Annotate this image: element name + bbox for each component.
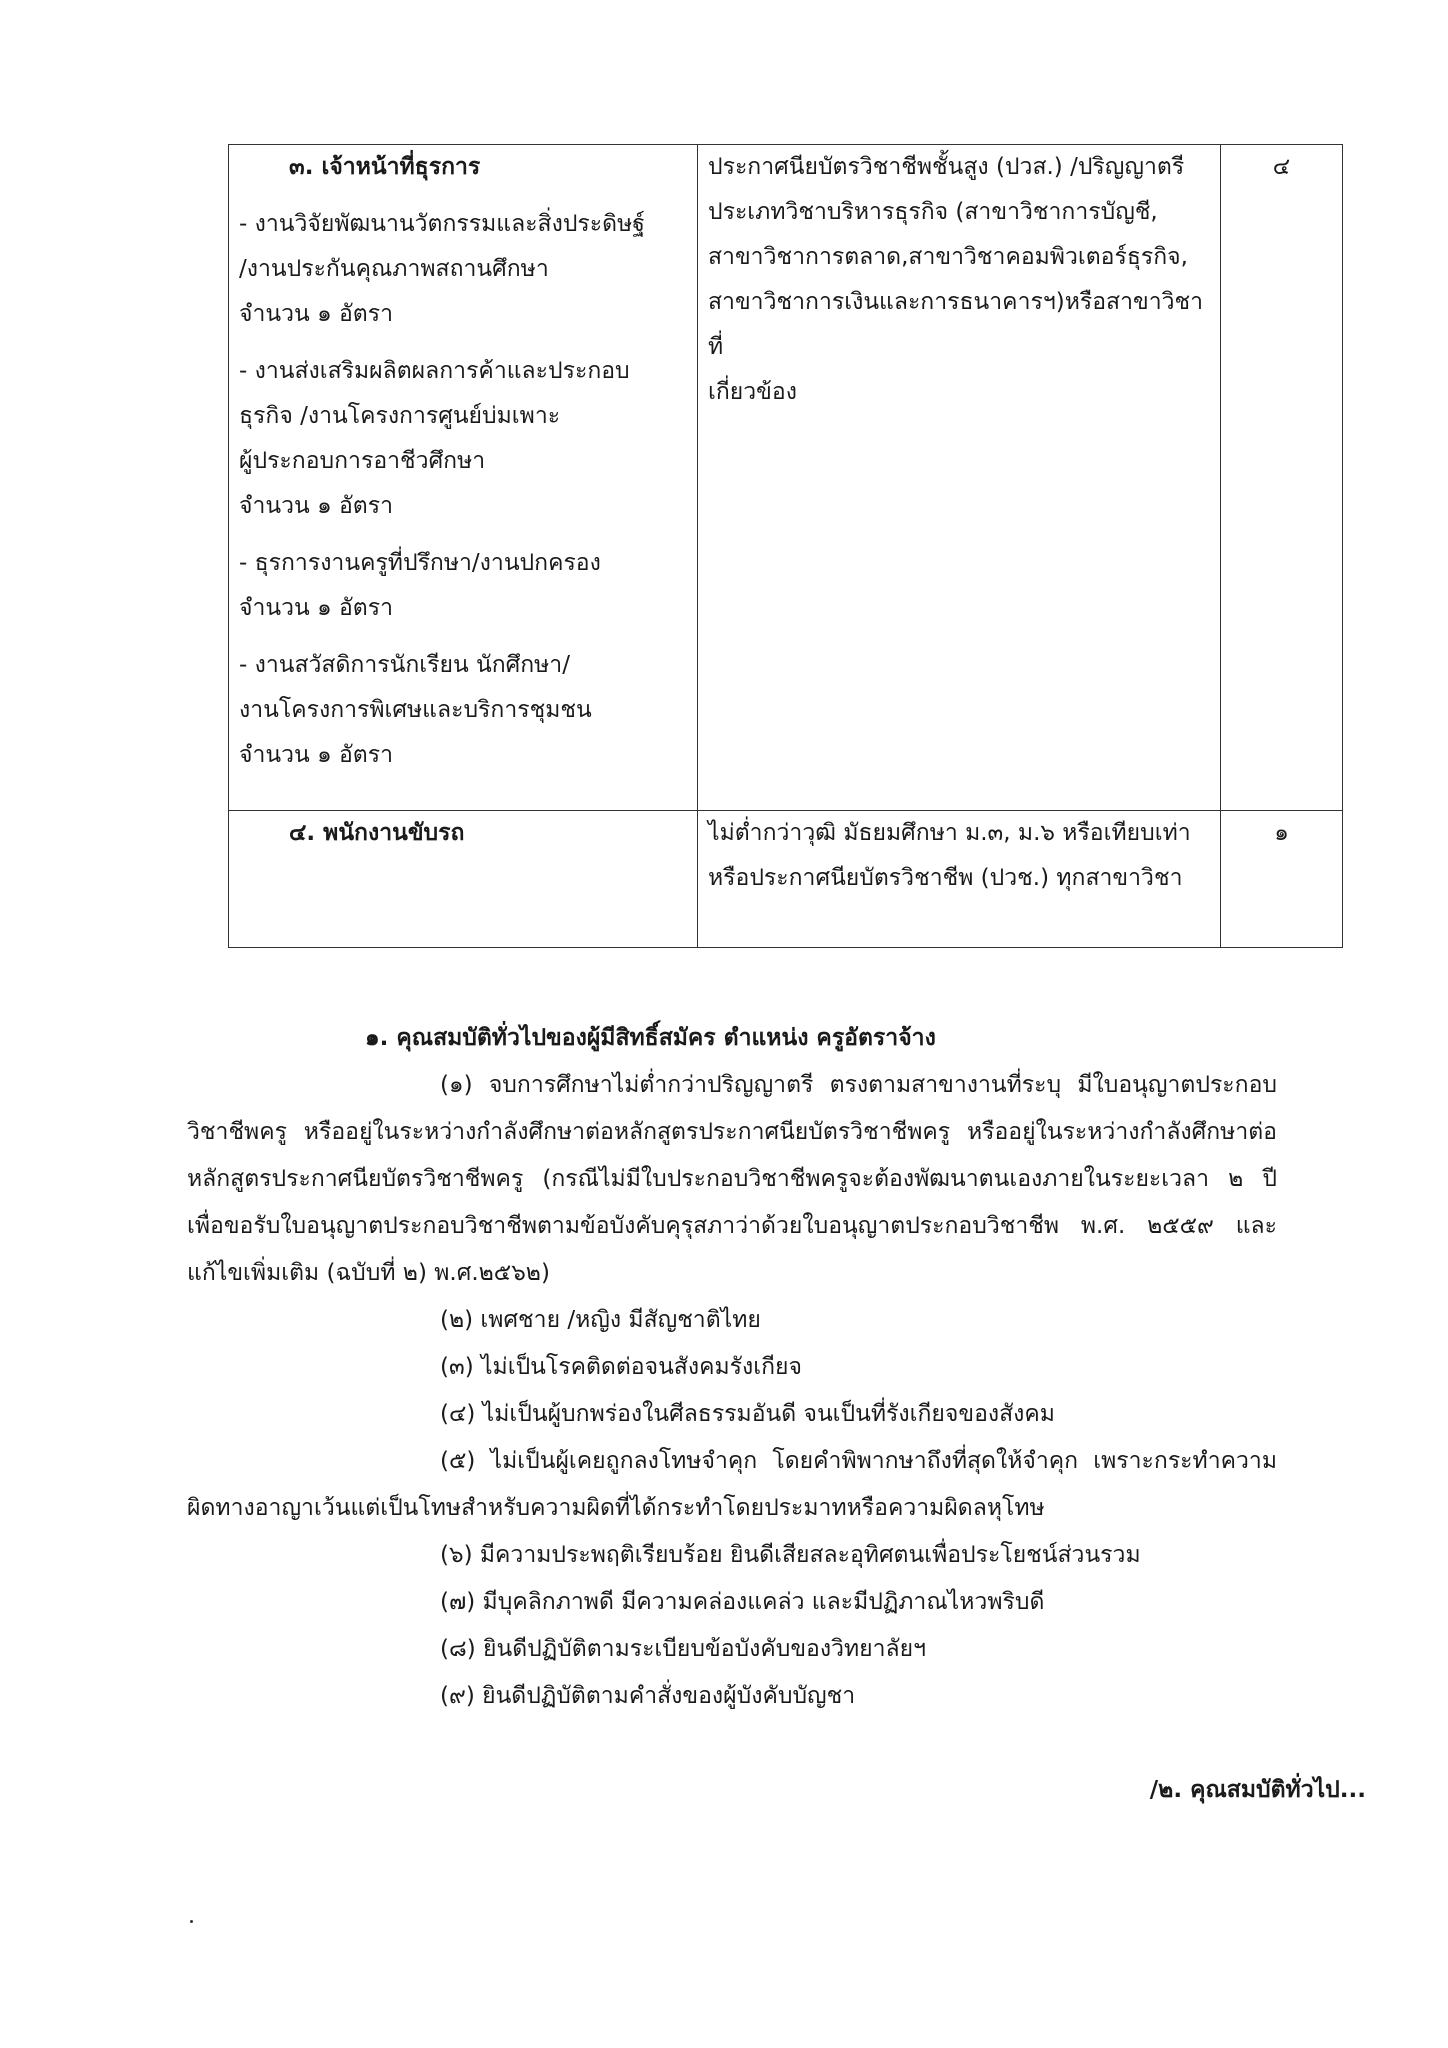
count-cell xyxy=(1221,145,1343,811)
qualification-cell xyxy=(698,145,1221,811)
qualification-item: (๑) จบการศึกษาไม่ต่ำกว่าปริญญาตรี ตรงตามสาขางานที่ระบุ มีใบอนุญาตประกอบวิชาชีพครู หรืออยู่ในระหว่างกำลังศึกษาต่อหลักสูตรประกาศนียบัตรวิชาชีพครู หรืออยู่ในระหว่างกำลังศึกษาต่อหลักสูตรประกาศนียบัตรวิชาชีพครู (กรณีไม่มีใบประกอบวิชาชีพครูจะต้องพัฒนาตนเองภายในระยะเวลา ๒ ปี เพื่อขอรับใบอนุญาตประกอบวิชาชีพตามข้อบังคับคุรุสภาว่าด้วยใบอนุญาตประกอบวิชาชีพ พ.ศ. ๒๕๕๙ และแก้ไขเพิ่มเติม (ฉบับที่ ๒) พ.ศ.๒๕๖๒) xyxy=(187,1072,1277,1286)
qualification-item: (๖) มีความประพฤติเรียบร้อย ยินดีเสียสละอุทิศตนเพื่อประโยชน์ส่วนรวม xyxy=(440,1542,1141,1568)
sub-position-line: - ธุรการงานครูที่ปรึกษา/งานปกครอง xyxy=(239,550,601,576)
count-cell xyxy=(1221,811,1343,948)
qualification-item: (๕) ไม่เป็นผู้เคยถูกลงโทษจำคุก โดยคำพิพากษาถึงที่สุดให้จำคุก เพราะกระทำความผิดทางอาญาเว้นแต่เป็นโทษสำหรับความผิดที่ได้กระทำโดยประมาทหรือความผิดลหุโทษ xyxy=(187,1448,1277,1521)
qualification-item: (๔) ไม่เป็นผู้บกพร่องในศีลธรรมอันดี จนเป็นที่รังเกียจของสังคม xyxy=(440,1401,1055,1427)
general-qualifications-section xyxy=(187,1015,1277,1720)
scan-speck xyxy=(190,1920,193,1923)
sub-position-line: - งานส่งเสริมผลิตผลการค้าและประกอบ xyxy=(239,358,630,384)
sub-position xyxy=(239,643,687,778)
sub-position-line: ผู้ประกอบการอาชีวศึกษา xyxy=(239,448,486,474)
qualification-item: (๘) ยินดีปฏิบัติตามระเบียบข้อบังคับของวิทยาลัยฯ xyxy=(440,1636,927,1662)
sub-position xyxy=(239,202,687,337)
sub-position xyxy=(239,541,687,631)
sub-position-line: จำนวน ๑ อัตรา xyxy=(239,301,393,327)
positions-table xyxy=(228,144,1343,948)
qualification-text: ไม่ต่ำกว่าวุฒิ มัธยมศึกษา ม.๓, ม.๖ หรือเทียบเท่า หรือประกาศนียบัตรวิชาชีพ (ปวช.) ทุกสาขาวิชา xyxy=(708,820,1191,891)
position-count: ๔ xyxy=(1272,154,1291,180)
position-count: ๑ xyxy=(1274,820,1289,846)
position-title: ๓. เจ้าหน้าที่ธุรการ xyxy=(289,154,481,180)
sub-position-line: จำนวน ๑ อัตรา xyxy=(239,493,393,519)
sub-position-line: จำนวน ๑ อัตรา xyxy=(239,595,393,621)
qualification-item: (๓) ไม่เป็นโรคติดต่อจนสังคมรังเกียจ xyxy=(440,1354,802,1380)
position-cell xyxy=(229,811,698,948)
continuation-note: /๒. คุณสมบัติทั่วไป... xyxy=(1149,1777,1366,1803)
section-title: ๑. คุณสมบัติทั่วไปของผู้มีสิทธิ์สมัคร ตำแหน่ง ครูอัตราจ้าง xyxy=(365,1025,936,1051)
qualification-item: (๒) เพศชาย /หญิง มีสัญชาติไทย xyxy=(440,1307,761,1333)
qualification-item: (๙) ยินดีปฏิบัติตามคำสั่งของผู้บังคับบัญชา xyxy=(440,1683,856,1709)
qualification-text: ประกาศนียบัตรวิชาชีพชั้นสูง (ปวส.) /ปริญญาตรี ประเภทวิชาบริหารธุรกิจ (สาขาวิชาการบัญชี, สาขาวิชาการตลาด,สาขาวิชาคอมพิวเตอร์ธุรกิจ, สาขาวิชาการเงินและการธนาคารฯ)หรือสาขาวิชาที่ เกี่ยวข้อง xyxy=(708,154,1204,405)
qualification-item: (๗) มีบุคลิกภาพดี มีความคล่องแคล่ว และมีปฏิภาณไหวพริบดี xyxy=(440,1589,1045,1615)
position-title: ๔. พนักงานขับรถ xyxy=(289,820,465,846)
table-row xyxy=(229,811,1343,948)
sub-position xyxy=(239,349,687,529)
sub-position-line: จำนวน ๑ อัตรา xyxy=(239,742,393,768)
table-row xyxy=(229,145,1343,811)
sub-position-line: งานโครงการพิเศษและบริการชุมชน xyxy=(239,697,592,723)
sub-position-line: ธุรกิจ /งานโครงการศูนย์บ่มเพาะ xyxy=(239,403,561,429)
sub-position-line: - งานวิจัยพัฒนานวัตกรรมและสิ่งประดิษฐ์ xyxy=(239,211,645,237)
qualification-cell xyxy=(698,811,1221,948)
position-cell xyxy=(229,145,698,811)
sub-position-line: - งานสวัสดิการนักเรียน นักศึกษา/ xyxy=(239,652,570,678)
sub-position-line: /งานประกันคุณภาพสถานศึกษา xyxy=(239,256,549,282)
